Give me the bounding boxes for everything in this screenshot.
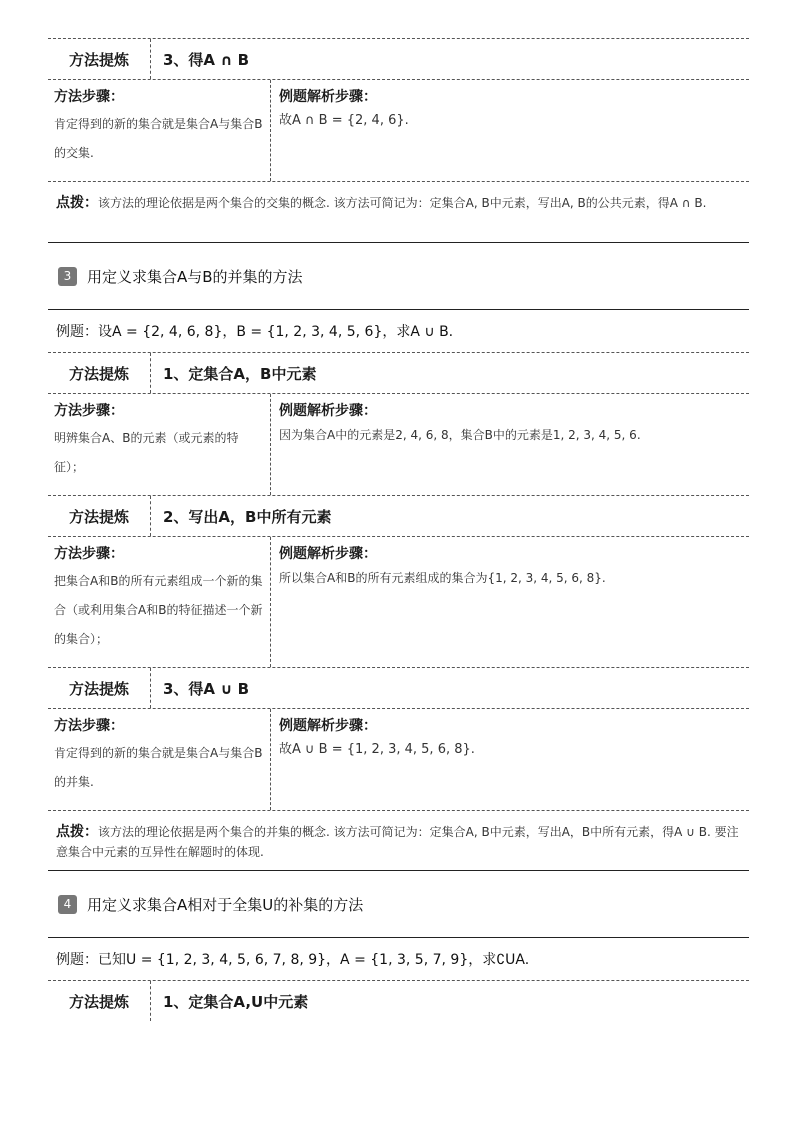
page [48, 38, 749, 1021]
method-label: 方法提炼 [48, 39, 151, 79]
method-row [48, 495, 749, 536]
method-label: 方法提炼 [48, 353, 151, 393]
steps-body: 把集合A和B的所有元素组成一个新的集合（或利用集合A和B的特征描述一个新的集合）； [54, 574, 263, 646]
tip-row [48, 810, 749, 871]
steps-head: 方法步骤： [54, 89, 124, 105]
steps-head: 方法步骤： [54, 718, 124, 734]
section-title: 用定义求集合A相对于全集U的补集的方法 [87, 895, 364, 914]
example-row [48, 309, 749, 352]
example-cell [271, 394, 749, 495]
steps-body: 明辨集合A、B的元素（或元素的特征）； [54, 431, 239, 474]
example-body: 因为集合A中的元素是2, 4, 6, 8，集合B中的元素是1, 2, 3, 4, 5, 6. [279, 428, 641, 442]
example-cell [271, 537, 749, 667]
method-label: 方法提炼 [48, 981, 151, 1021]
example-text: 设A = {2, 4, 6, 8}，B = {1, 2, 3, 4, 5, 6}，求A ∪ B. [98, 324, 454, 340]
tip-row [48, 181, 749, 243]
example-body: 所以集合A和B的所有元素组成的集合为{1, 2, 3, 4, 5, 6, 8}. [279, 571, 606, 585]
steps-body: 肯定得到的新的集合就是集合A与集合B的交集. [54, 117, 263, 160]
tip-text: 该方法的理论依据是两个集合的并集的概念. 该方法可简记为：定集合A, B中元素，写出A，B中所有元素，得A ∪ B. 要注意集合中元素的互异性在解题时的体现. [56, 825, 739, 859]
example-head: 例题解析步骤： [279, 546, 377, 562]
steps-cell [48, 537, 271, 667]
example-cell [271, 709, 749, 810]
steps-head: 方法步骤： [54, 403, 124, 419]
section-number-badge: 4 [58, 895, 77, 914]
example-cell [271, 80, 749, 181]
example-body: 故A ∩ B = {2, 4, 6}. [279, 113, 409, 128]
tip-label: 点拨： [56, 195, 98, 211]
method-row [48, 38, 749, 79]
example-body: 故A ∪ B = {1, 2, 3, 4, 5, 6, 8}. [279, 742, 475, 757]
method-row [48, 667, 749, 708]
steps-row [48, 536, 749, 667]
example-label: 例题： [56, 952, 98, 968]
example-row [48, 937, 749, 980]
steps-row [48, 393, 749, 495]
example-text: 已知U = {1, 2, 3, 4, 5, 6, 7, 8, 9}，A = {1, 3, 5, 7, 9}，求∁UA. [98, 952, 530, 968]
example-head: 例题解析步骤： [279, 89, 377, 105]
tip-label: 点拨： [56, 824, 98, 840]
example-head: 例题解析步骤： [279, 403, 377, 419]
method-label: 方法提炼 [48, 496, 151, 536]
method-value: 2、写出A，B中所有元素 [163, 507, 332, 526]
method-label: 方法提炼 [48, 668, 151, 708]
example-label: 例题： [56, 324, 98, 340]
steps-row [48, 79, 749, 181]
steps-cell [48, 394, 271, 495]
steps-head: 方法步骤： [54, 546, 124, 562]
method-value: 3、得A ∩ B [163, 50, 250, 69]
tip-text: 该方法的理论依据是两个集合的交集的概念. 该方法可简记为：定集合A, B中元素，写出A, B的公共元素，得A ∩ B. [98, 196, 707, 210]
example-head: 例题解析步骤： [279, 718, 377, 734]
method-value: 1、定集合A,U中元素 [163, 992, 309, 1011]
section-heading [48, 871, 749, 937]
steps-body: 肯定得到的新的集合就是集合A与集合B的并集. [54, 746, 263, 789]
method-row [48, 352, 749, 393]
section-heading [48, 243, 749, 309]
section-number-badge: 3 [58, 267, 77, 286]
steps-cell [48, 709, 271, 810]
method-value: 3、得A ∪ B [163, 679, 250, 698]
steps-cell [48, 80, 271, 181]
method-value: 1、定集合A，B中元素 [163, 364, 317, 383]
method-row [48, 980, 749, 1021]
steps-row [48, 708, 749, 810]
section-title: 用定义求集合A与B的并集的方法 [87, 267, 303, 286]
